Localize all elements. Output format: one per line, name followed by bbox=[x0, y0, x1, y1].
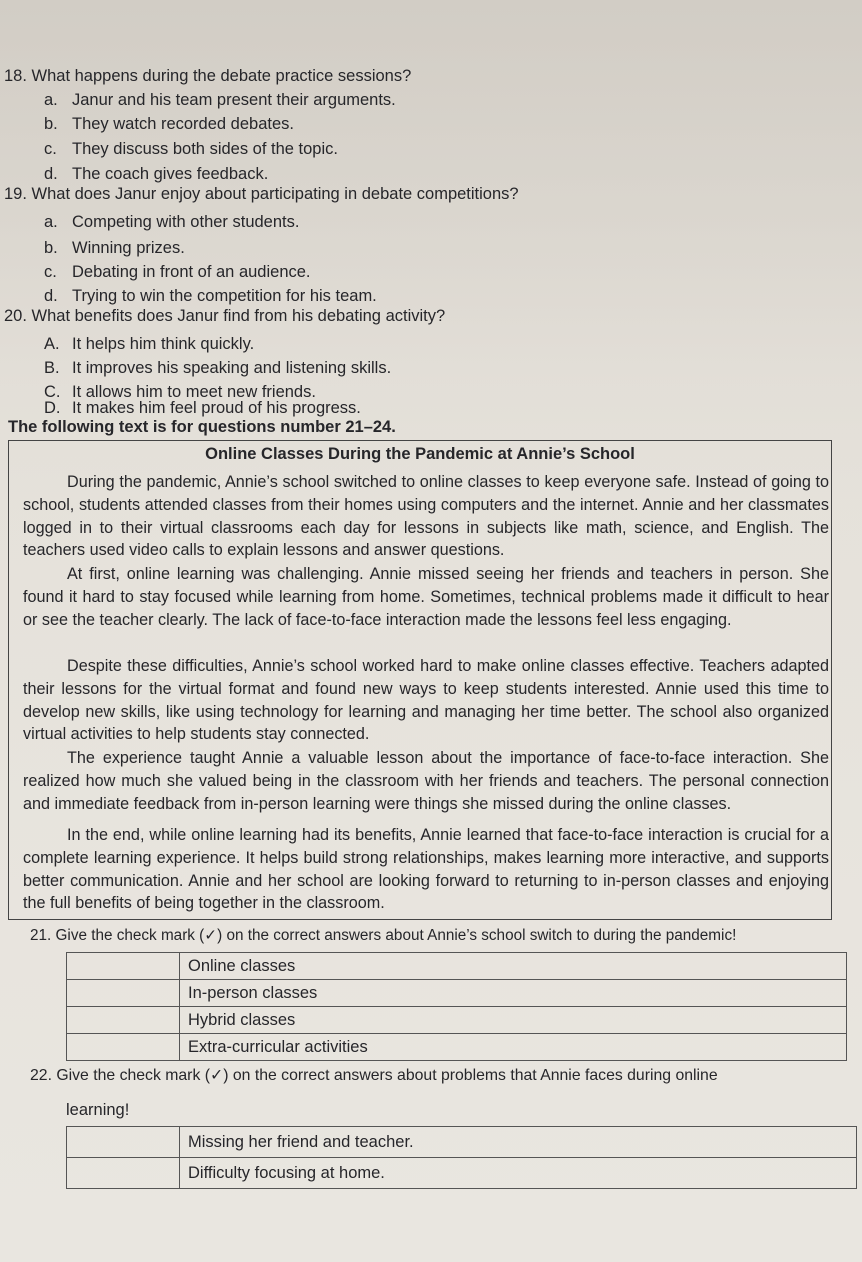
q22-answer-table bbox=[66, 1126, 857, 1189]
table-row bbox=[67, 980, 847, 1007]
answer-label: Online classes bbox=[180, 953, 847, 980]
table-row bbox=[67, 1007, 847, 1034]
option-18a: a. Janur and his team present their arguments. bbox=[44, 91, 396, 109]
question-20 bbox=[4, 306, 445, 326]
passage-paragraph-3: Despite these difficulties, Annie’s school worked hard to make online classes effective. Teachers adapted their lessons for the virtual format and found new ways to keep students interested. Annie used this time to develop new skills, like using technology for learning and managing her time better. The school also organized virtual activities to help students stay connected. bbox=[23, 657, 829, 744]
option-19b: b. Winning prizes. bbox=[44, 239, 185, 257]
question-text: Give the check mark (✓) on the correct answers about problems that Annie faces during online bbox=[56, 1067, 718, 1084]
question-19 bbox=[4, 184, 519, 204]
option-20b: B. It improves his speaking and listening skills. bbox=[44, 359, 392, 377]
question-number: 18. bbox=[4, 67, 27, 85]
passage-paragraph-1: During the pandemic, Annie’s school switched to online classes to keep everyone safe. Instead of going to school, students attended classes from their homes using computers and the internet. Annie and her classmates logged in to their virtual classrooms each day for lessons in subjects like math, science, and English. The teachers used video calls to explain lessons and answer questions. bbox=[23, 473, 829, 560]
question-text: What benefits does Janur find from his debating activity? bbox=[31, 307, 446, 325]
question-text: Give the check mark (✓) on the correct answers about Annie’s school switch to during the pandemic! bbox=[55, 927, 737, 944]
option-20c: C. It allows him to meet new friends. bbox=[44, 383, 316, 401]
check-cell[interactable] bbox=[67, 1007, 180, 1034]
reading-passage bbox=[8, 440, 832, 920]
q21-answer-table bbox=[66, 952, 847, 1061]
table-row bbox=[67, 953, 847, 980]
option-19c: c. Debating in front of an audience. bbox=[44, 263, 311, 281]
question-text: What does Janur enjoy about participating in debate competitions? bbox=[31, 185, 519, 203]
table-row bbox=[67, 1127, 857, 1158]
passage-title: Online Classes During the Pandemic at Annie’s School bbox=[205, 445, 635, 463]
table-row bbox=[67, 1034, 847, 1061]
answer-label: Extra-curricular activities bbox=[180, 1034, 847, 1061]
check-cell[interactable] bbox=[67, 1034, 180, 1061]
question-18 bbox=[4, 66, 411, 86]
question-number: 22. bbox=[30, 1067, 52, 1084]
answer-label: In-person classes bbox=[180, 980, 847, 1007]
check-cell[interactable] bbox=[67, 980, 180, 1007]
answer-label: Difficulty focusing at home. bbox=[180, 1158, 857, 1189]
option-19a: a. Competing with other students. bbox=[44, 213, 300, 231]
table-row bbox=[67, 1158, 857, 1189]
option-18d: d. The coach gives feedback. bbox=[44, 165, 269, 183]
passage-paragraph-4: The experience taught Annie a valuable lesson about the importance of face-to-face interaction. She realized how much she valued being in the classroom with her friends and teachers. The personal connection and immediate feedback from in-person learning were things she missed during the online classes. bbox=[23, 749, 829, 813]
option-18b: b. They watch recorded debates. bbox=[44, 115, 294, 133]
question-number: 21. bbox=[30, 927, 52, 944]
option-19d: d. Trying to win the competition for his team. bbox=[44, 287, 377, 305]
option-20a: A. It helps him think quickly. bbox=[44, 335, 255, 353]
passage-paragraph-5: In the end, while online learning had its benefits, Annie learned that face-to-face interaction is crucial for a complete learning experience. It helps build strong relationships, makes learning more interactive, and supports better communication. Annie and her school are looking forward to returning to in-person classes and enjoying the full benefits of being together in the classroom. bbox=[23, 826, 829, 913]
question-22-continued: learning! bbox=[66, 1101, 130, 1119]
question-number: 19. bbox=[4, 185, 27, 203]
question-number: 20. bbox=[4, 307, 27, 325]
answer-label: Missing her friend and teacher. bbox=[180, 1127, 857, 1158]
check-cell[interactable] bbox=[67, 1158, 180, 1189]
check-cell[interactable] bbox=[67, 953, 180, 980]
question-21 bbox=[30, 926, 736, 946]
answer-label: Hybrid classes bbox=[180, 1007, 847, 1034]
check-cell[interactable] bbox=[67, 1127, 180, 1158]
passage-paragraph-2: At first, online learning was challenging. Annie missed seeing her friends and teachers in person. She found it hard to stay focused while learning from home. Sometimes, technical problems made it difficult to hear or see the teacher clearly. The lack of face-to-face interaction made the lessons feel less engaging. bbox=[23, 565, 829, 629]
passage-intro: The following text is for questions number 21–24. bbox=[8, 418, 396, 436]
option-20d: D. It makes him feel proud of his progress. bbox=[44, 399, 361, 417]
question-22 bbox=[30, 1066, 718, 1086]
option-18c: c. They discuss both sides of the topic. bbox=[44, 140, 338, 158]
question-text: What happens during the debate practice sessions? bbox=[31, 67, 412, 85]
